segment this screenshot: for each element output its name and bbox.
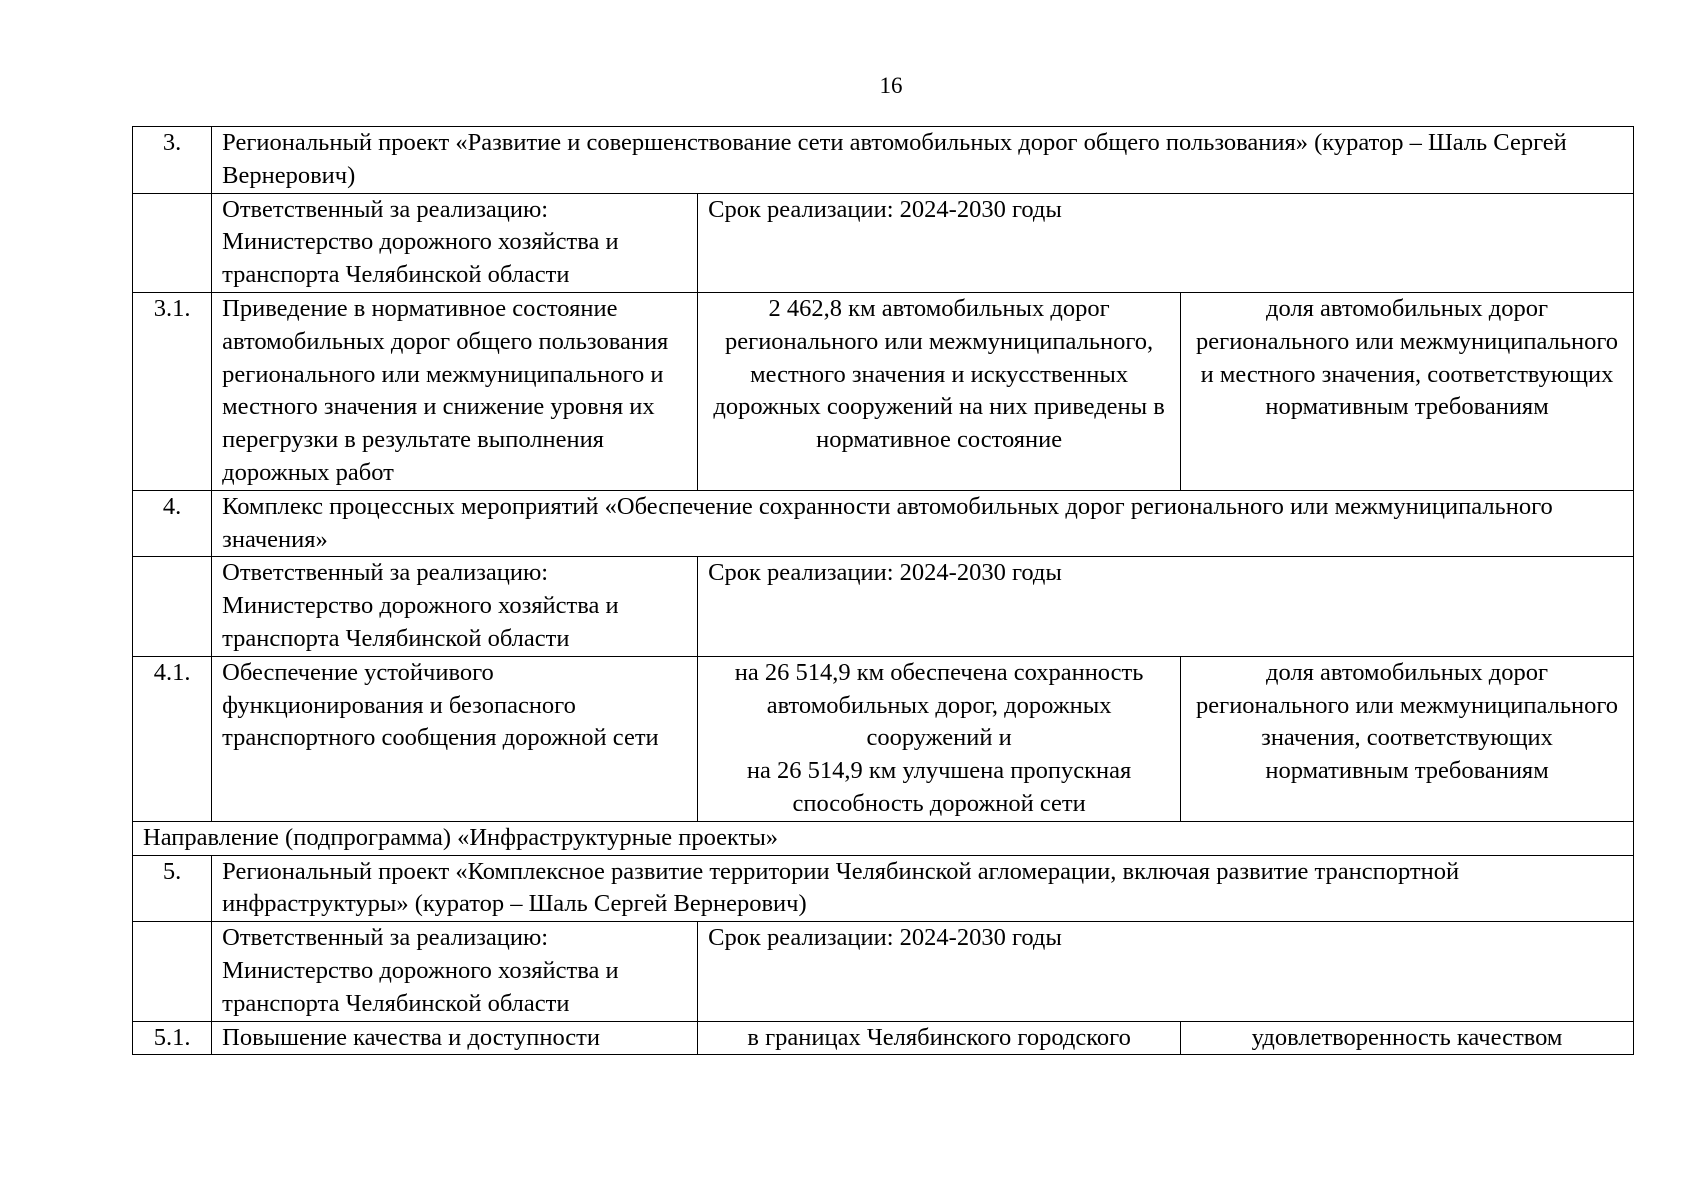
program-structure-table xyxy=(132,126,1634,1055)
task-row xyxy=(133,656,1634,821)
indicator-cell: удовлетворенность качеством xyxy=(1181,1021,1634,1055)
indicator-cell: доля автомобильных дорог регионального или межмуниципального значения, соответствующих нормативным требованиям xyxy=(1181,656,1634,821)
section-title: Комплекс процессных мероприятий «Обеспечение сохранности автомобильных дорог регионального или межмуниципального значения» xyxy=(212,490,1634,557)
effect-cell xyxy=(698,656,1181,821)
task-row xyxy=(133,1021,1634,1055)
responsible-cell: Ответственный за реализацию: Министерство дорожного хозяйства и транспорта Челябинской области xyxy=(212,922,698,1021)
direction-title: Направление (подпрограмма) «Инфраструктурные проекты» xyxy=(133,821,1634,855)
section-row xyxy=(133,127,1634,194)
section-row xyxy=(133,855,1634,922)
task-number: 4.1. xyxy=(133,656,212,821)
effect-line: на 26 514,9 км улучшена пропускная способность дорожной сети xyxy=(746,757,1132,817)
responsible-row xyxy=(133,193,1634,292)
term-cell: Срок реализации: 2024-2030 годы xyxy=(698,193,1634,292)
task-number: 3.1. xyxy=(133,292,212,490)
page-number: 16 xyxy=(879,73,903,98)
effect-line: на 26 514,9 км обеспечена сохранность автомобильных дорог, дорожных сооружений и xyxy=(734,658,1144,752)
direction-row xyxy=(133,821,1634,855)
responsible-cell: Ответственный за реализацию: Министерство дорожного хозяйства и транспорта Челябинской области xyxy=(212,557,698,656)
section-title: Региональный проект «Развитие и совершенствование сети автомобильных дорог общего пользования» (куратор – Шаль Сергей Вернерович) xyxy=(212,127,1634,194)
section-number: 5. xyxy=(133,855,212,922)
responsible-row xyxy=(133,922,1634,1021)
empty-cell xyxy=(133,922,212,1021)
term-cell: Срок реализации: 2024-2030 годы xyxy=(698,922,1634,1021)
section-row xyxy=(133,490,1634,557)
indicator-cell: доля автомобильных дорог регионального или межмуниципального и местного значения, соответствующих нормативным требованиям xyxy=(1181,292,1634,490)
effect-cell: в границах Челябинского городского xyxy=(698,1021,1181,1055)
section-title: Региональный проект «Комплексное развитие территории Челябинской агломерации, включая развитие транспортной инфраструктуры» (куратор – Шаль Сергей Вернерович) xyxy=(212,855,1634,922)
task-row xyxy=(133,292,1634,490)
effect-cell: 2 462,8 км автомобильных дорог регионального или межмуниципального, местного значения и искусственных дорожных сооружений на них приведены в нормативное состояние xyxy=(698,292,1181,490)
task-number: 5.1. xyxy=(133,1021,212,1055)
section-number: 3. xyxy=(133,127,212,194)
task-cell: Приведение в нормативное состояние автомобильных дорог общего пользования регионального или межмуниципального и местного значения и снижение уровня их перегрузки в результате выполнения дорожных работ xyxy=(212,292,698,490)
responsible-cell: Ответственный за реализацию: Министерство дорожного хозяйства и транспорта Челябинской области xyxy=(212,193,698,292)
term-cell: Срок реализации: 2024-2030 годы xyxy=(698,557,1634,656)
task-cell: Обеспечение устойчивого функционирования и безопасного транспортного сообщения дорожной сети xyxy=(212,656,698,821)
empty-cell xyxy=(133,557,212,656)
section-number: 4. xyxy=(133,490,212,557)
task-cell: Повышение качества и доступности xyxy=(212,1021,698,1055)
empty-cell xyxy=(133,193,212,292)
responsible-row xyxy=(133,557,1634,656)
